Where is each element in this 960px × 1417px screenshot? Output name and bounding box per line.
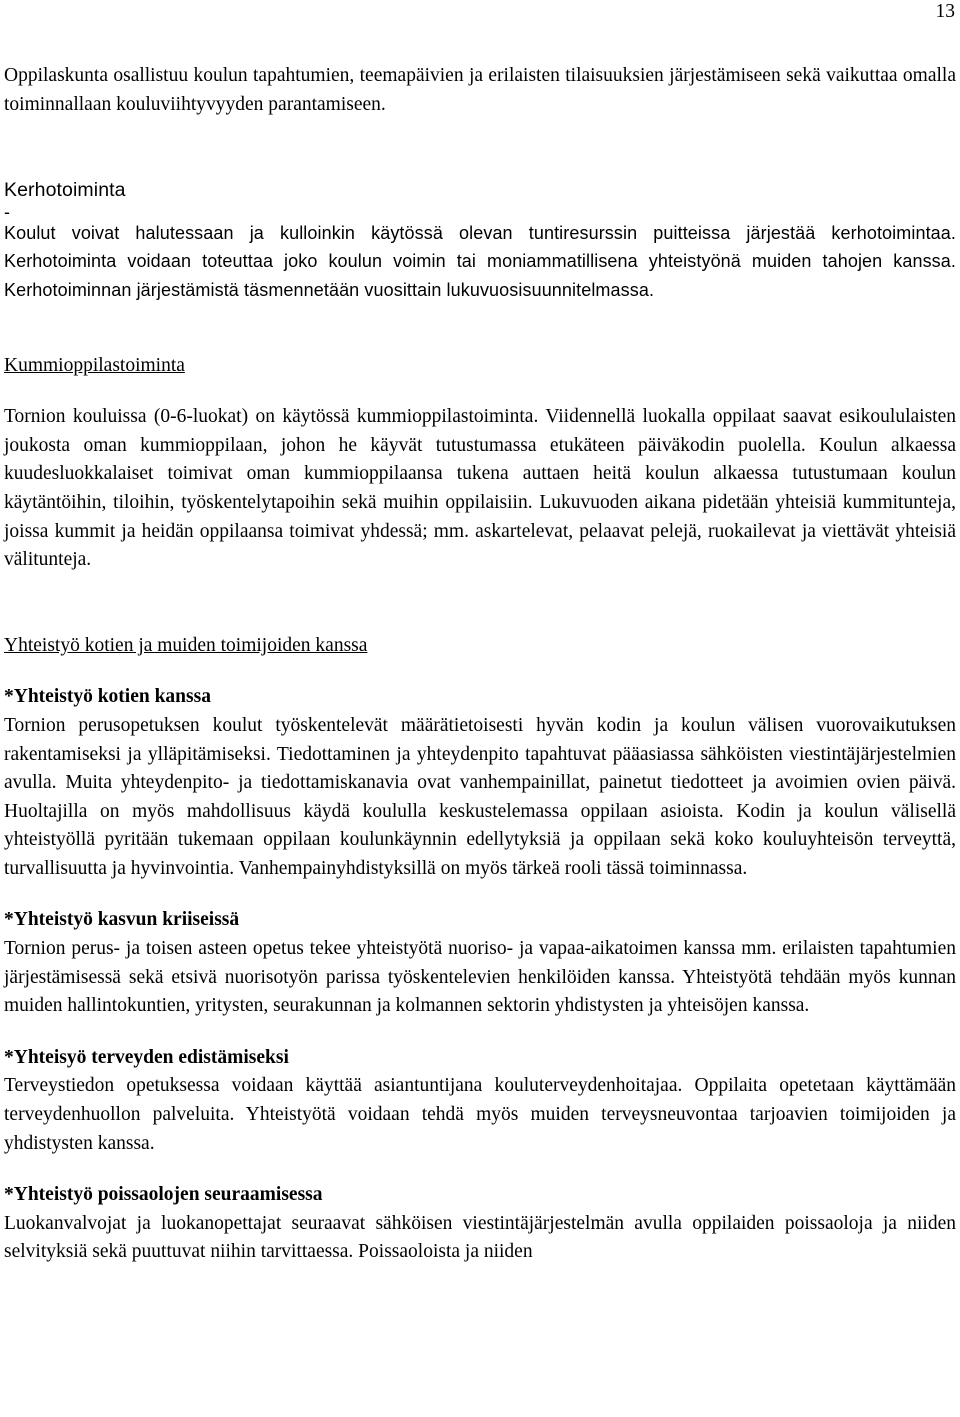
kummioppilastoiminta-heading: Kummioppilastoiminta — [4, 354, 185, 376]
kerhotoiminta-section — [4, 176, 956, 304]
subsection-kodit — [4, 683, 956, 883]
kerhotoiminta-paragraph: Koulut voivat halutessaan ja kulloinkin käytössä olevan tuntiresurssin puitteissa järjestää kerhotoimintaa. Kerhotoiminta voidaan toteuttaa joko koulun voimin tai moniammatillisena yhteistyönä muiden tahojen kanssa. Kerhotoiminnan järjestämistä täsmennetään vuosittain lukuvuosisuunnitelmassa. — [4, 222, 956, 300]
subsection-title: *Yhteisyö terveyden edistämiseksi — [4, 1046, 289, 1068]
subsection-paragraph: Terveystiedon opetuksessa voidaan käyttää asiantuntijana kouluterveydenhoitajaa. Oppilaita opetetaan käyttämään terveydenhuollon palveluita. Yhteistyötä voidaan tehdä myös muiden terveysneuvontaa tarjoavien toimijoiden ja yhdistysten kanssa. — [4, 1075, 956, 1154]
subsection-paragraph: Tornion perusopetuksen koulut työskentelevät määrätietoisesti hyvän kodin ja koulun välisen vuorovaikutuksen rakentamiseksi ja ylläpitämiseksi. Tiedottaminen ja yhteydenpito tapahtuvat pääasiassa sähköisten viestintäjärjestelmien avulla. Muita yhteydenpito- ja tiedottamiskanavia ovat vanhempainillat, painetut tiedotteet ja avoimien ovien päivä. Huoltajilla on myös mahdollisuus käydä koululla keskustelemassa oppilaan asioista. Kodin ja koulun välisellä yhteistyöllä pyritään tukemaan oppilaan koulunkäynnin edellytyksiä ja oppilaan sekä koko kouluyhteisön terveyttä, turvallisuutta ja hyvinvointia. Vanhempainyhdistyksillä on myös tärkeä rooli tässä toiminnassa. — [4, 714, 956, 879]
kummioppilastoiminta-paragraph: Tornion kouluissa (0-6-luokat) on käytössä kummioppilastoiminta. Viidennellä luokalla oppilaat saavat esikoululaisten joukosta oman kummioppilaan, johon he käyvät tutustumassa etukäteen päiväkodin puolella. Koulun alkaessa kuudesluokkalaiset toimivat oman kummioppilaansa tukena auttaen heitä koulun alkaessa tutustumaan koulun käytäntöihin, tiloihin, työskentelytapoihin sekä muihin oppilaisiin. Lukuvuoden aikana pidetään yhteisiä kummitunteja, joissa kummit ja heidän oppilaansa toimivat yhdessä; mm. askartelevat, pelaavat pelejä, ruokailevat ja viettävät yhteisiä välitunteja. — [4, 406, 956, 571]
dash-marker: - — [4, 201, 11, 222]
subsection-terveys — [4, 1044, 956, 1158]
yhteistyo-heading: Yhteistyö kotien ja muiden toimijoiden kanssa — [4, 634, 368, 656]
subsection-poissaolot — [4, 1181, 956, 1267]
subsection-kriisit — [4, 906, 956, 1020]
page-number: 13 — [935, 1, 955, 22]
yhteistyo-section — [4, 632, 956, 1267]
subsection-title: *Yhteistyö poissaolojen seuraamisessa — [4, 1184, 323, 1206]
subsection-title: *Yhteistyö kotien kanssa — [4, 686, 211, 708]
subsection-title: *Yhteistyö kasvun kriiseissä — [4, 909, 240, 931]
subsection-paragraph: Tornion perus- ja toisen asteen opetus tekee yhteistyötä nuoriso- ja vapaa-aikatoimen kanssa mm. erilaisten tapahtumien järjestämisessä sekä etsivä nuorisotyön parissa työskentelevien henkilöiden kanssa. Yhteistyötä tehdään myös kunnan muiden hallintokuntien, yritysten, seurakunnan ja kolmannen sektorin yhdistysten ja yhteisöjen kanssa. — [4, 938, 956, 1017]
document-body — [4, 62, 956, 1267]
intro-paragraph: Oppilaskunta osallistuu koulun tapahtumien, teemapäivien ja erilaisten tilaisuuksien järjestämiseen sekä vaikuttaa omalla toiminnallaan kouluviihtyvyyden parantamiseen. — [4, 65, 956, 115]
subsection-paragraph: Luokanvalvojat ja luokanopettajat seuraavat sähköisen viestintäjärjestelmän avulla oppilaiden poissaoloja ja niiden selvityksiä sekä puuttuvat niihin tarvittaessa. Poissaoloista ja niiden — [4, 1212, 956, 1263]
kerhotoiminta-heading: Kerhotoiminta — [4, 179, 126, 202]
kummioppilastoiminta-section — [4, 352, 956, 575]
